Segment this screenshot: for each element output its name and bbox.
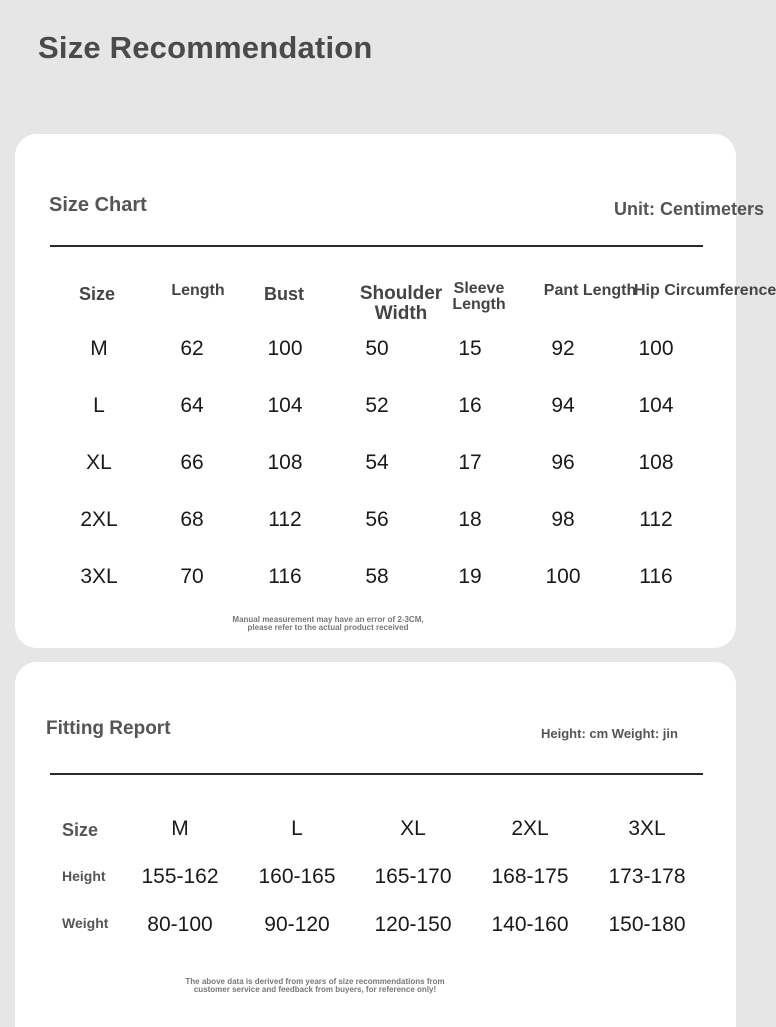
size-cell: 112 (268, 508, 302, 531)
size-cell: 92 (551, 337, 575, 360)
size-row-label: XL (86, 451, 112, 474)
fit-height-cell: 155-162 (141, 865, 219, 888)
fitting-report-note-line1: The above data is derived from years of size recommendations from (185, 977, 445, 986)
size-cell: 66 (180, 451, 204, 474)
fitting-report-note-line2: customer service and feedback from buyers, for reference only! (193, 985, 437, 994)
size-cell: 52 (365, 394, 389, 417)
size-cell: 16 (458, 394, 482, 417)
fit-weight-cell: 90-120 (264, 913, 330, 936)
header-sleeve-length (446, 281, 512, 313)
header-sleeve-length-text: Sleeve Length (452, 280, 506, 313)
fit-weight-label: Weight (62, 915, 109, 931)
header-pant-length: Pant Length (543, 282, 637, 299)
fit-header-size: Size (62, 820, 99, 840)
size-cell: 94 (551, 394, 575, 417)
size-cell: 58 (365, 565, 389, 588)
header-shoulder-width-text: Shoulder Width (359, 283, 443, 324)
size-chart-note-line2: please refer to the actual product received (247, 623, 409, 632)
fitting-report-unit: Height: cm Weight: jin (541, 726, 678, 741)
fit-weight-cell: 140-160 (491, 913, 569, 936)
size-row-label: L (93, 394, 105, 417)
fit-height-label: Height (62, 868, 106, 884)
fit-size-header: L (291, 817, 303, 840)
size-cell: 62 (180, 337, 204, 360)
size-cell: 100 (267, 337, 303, 360)
size-cell: 68 (180, 508, 204, 531)
size-cell: 108 (638, 451, 674, 474)
fit-size-header: 2XL (511, 817, 549, 840)
size-row-label: 2XL (80, 508, 118, 531)
size-cell: 19 (458, 565, 482, 588)
size-cell: 17 (458, 451, 482, 474)
header-length: Length (171, 282, 225, 299)
size-cell: 15 (458, 337, 482, 360)
header-hip-circumference: Hip Circumference (634, 282, 776, 299)
size-cell: 104 (638, 394, 674, 417)
size-cell: 96 (551, 451, 575, 474)
fit-height-cell: 168-175 (491, 865, 569, 888)
fitting-report-note (185, 978, 444, 994)
fit-weight-cell: 120-150 (374, 913, 452, 936)
size-chart-divider (50, 245, 703, 247)
fitting-report-divider (50, 773, 703, 775)
size-cell: 54 (365, 451, 389, 474)
size-row-label: 3XL (80, 565, 118, 588)
size-cell: 116 (268, 565, 302, 588)
fitting-report-card (15, 662, 736, 1027)
size-chart-title: Size Chart (49, 194, 147, 216)
fit-size-header: 3XL (628, 817, 666, 840)
page-title: Size Recommendation (38, 30, 373, 65)
size-cell: 70 (180, 565, 204, 588)
size-chart-note (232, 616, 423, 632)
size-cell: 18 (458, 508, 482, 531)
header-bust: Bust (264, 284, 304, 304)
fit-height-cell: 165-170 (374, 865, 452, 888)
header-shoulder-width (353, 284, 449, 324)
size-cell: 104 (267, 394, 303, 417)
fit-size-header: M (171, 817, 189, 840)
size-cell: 108 (267, 451, 303, 474)
size-cell: 116 (639, 565, 673, 588)
size-cell: 112 (639, 508, 673, 531)
fit-weight-cell: 150-180 (608, 913, 686, 936)
size-cell: 64 (180, 394, 204, 417)
size-cell: 56 (365, 508, 389, 531)
size-cell: 100 (545, 565, 581, 588)
fit-height-cell: 173-178 (608, 865, 686, 888)
fit-height-cell: 160-165 (258, 865, 336, 888)
fit-weight-cell: 80-100 (147, 913, 213, 936)
fitting-report-title: Fitting Report (46, 718, 171, 739)
size-cell: 50 (365, 337, 389, 360)
header-size: Size (78, 284, 116, 304)
size-cell: 98 (551, 508, 575, 531)
size-chart-note-line1: Manual measurement may have an error of 2-3CM, (232, 615, 424, 624)
size-cell: 100 (638, 337, 674, 360)
size-chart-unit: Unit: Centimeters (614, 199, 765, 219)
fit-size-header: XL (400, 817, 426, 840)
size-row-label: M (90, 337, 108, 360)
size-chart-card (15, 134, 776, 648)
